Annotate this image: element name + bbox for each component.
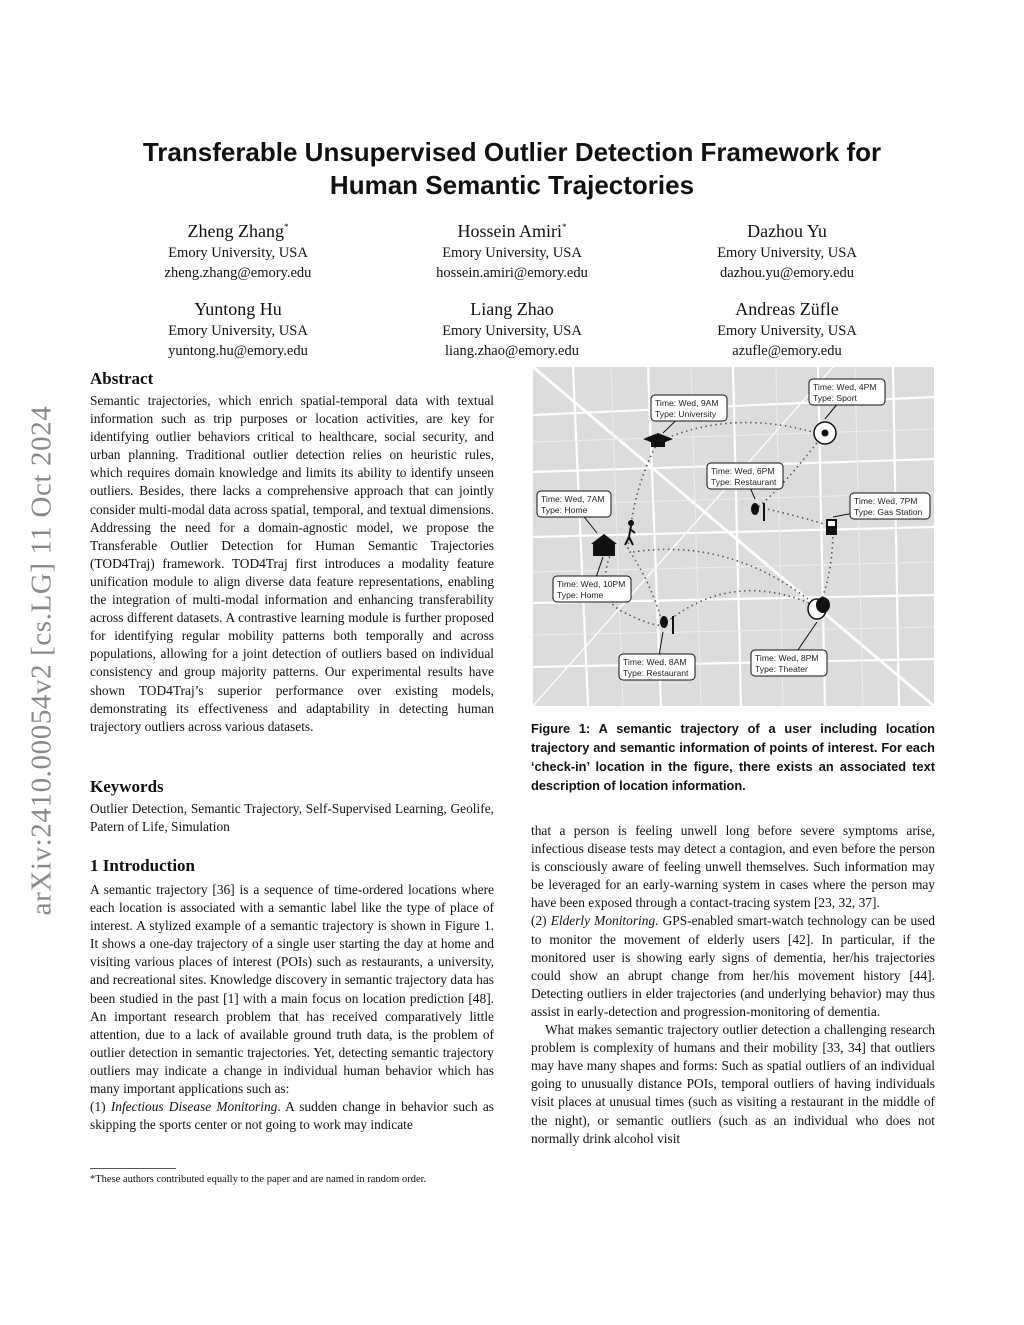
callout-time-label: Time: Wed, 8AM	[623, 657, 687, 667]
author-email[interactable]: azufle@emory.edu	[732, 343, 842, 359]
author-mark: *	[562, 222, 567, 232]
keywords-text: Outlier Detection, Semantic Trajectory, Self-Supervised Learning, Geolife, Patern of Life, Simulation	[90, 801, 494, 835]
author-affiliation: Emory University, USA	[442, 323, 582, 339]
callout-time-label: Time: Wed, 7PM	[854, 496, 918, 506]
callout-type-label: Type: Home	[557, 590, 604, 600]
callout-time-label: Time: Wed, 8PM	[755, 653, 819, 663]
title-line-2: Human Semantic Trajectories	[329, 170, 695, 200]
author-name: Andreas Züfle	[735, 299, 839, 319]
list-item-text: . GPS-enabled smart-watch technology can be used to monitor the movement of elderly users [42]. In particular, if the monitored user is showing early signs of dementia, her/his trajectories could show an abrupt change from her/his movement history [44]. Detecting outliers in elder trajectories (and underlying behavior) may thus assist in early-detection and progression-monitoring of dementia.	[531, 913, 935, 1019]
gas-station-icon	[826, 519, 837, 535]
callout-time-label: Time: Wed, 6PM	[711, 466, 775, 476]
author-affiliation: Emory University, USA	[717, 245, 857, 261]
author-affiliation: Emory University, USA	[442, 245, 582, 261]
callout-type-label: Type: Restaurant	[623, 668, 689, 678]
author-name: Yuntong Hu	[194, 299, 282, 319]
list-number: (2)	[531, 913, 547, 929]
callout-type-label: Type: Gas Station	[854, 507, 923, 517]
intro-right-paragraph: that a person is feeling unwell long before severe symptoms arise, infectious disease tests may detect a contagion, and even before the person is consciously aware of feeling unwell themselves. Such information may be leveraged for an early-warning system in cases where the person may have been exposed through a contact-tracing system [23, 32, 37].	[531, 823, 935, 911]
callout-time-label: Time: Wed, 7AM	[541, 494, 605, 504]
callout-time-label: Time: Wed, 10PM	[557, 579, 626, 589]
introduction-section	[90, 855, 494, 1134]
author-block	[108, 215, 368, 283]
callout-type-label: Type: University	[655, 409, 717, 419]
author-name: Liang Zhao	[470, 299, 554, 319]
abstract-section	[90, 368, 494, 736]
soccer-ball-icon	[814, 422, 836, 444]
callout-type-label: Type: Sport	[813, 393, 857, 403]
callout-type-label: Type: Home	[541, 505, 588, 515]
intro-paragraph-1: A semantic trajectory [36] is a sequence of time-ordered locations where each location is associated with a semantic label like the type of place of interest. A stylized example of a semantic trajectory is shown in Figure 1. It shows a one-day trajectory of a single user starting the day at home and visiting various places of interest (POIs) such as restaurants, a university, and recreational sites. Knowledge discovery in semantic trajectory data has been studied in the past [1] with a main focus on location prediction [48]. An important research problem that has received comparatively little attention, due to a lack of available ground truth data, is the problem of outlier detection in semantic trajectories. Yet, detecting semantic trajectory outliers may indicate a change in individual human behavior which has many important applications such as:	[90, 882, 494, 1097]
author-block	[108, 293, 368, 361]
intro-list-item-1	[90, 1098, 494, 1134]
author-email[interactable]: dazhou.yu@emory.edu	[719, 265, 854, 281]
author-name: Zheng Zhang	[187, 221, 284, 241]
arxiv-id-text: arXiv:2410.00054v2 [cs.LG] 11 Oct 2024	[25, 405, 58, 915]
callout-type-label: Type: Theater	[755, 664, 808, 674]
figure-1-map	[533, 367, 934, 706]
author-email[interactable]: zheng.zhang@emory.edu	[164, 265, 312, 281]
author-name: Hossein Amiri	[457, 221, 562, 241]
list-item-text: . A sudden change in behavior such as skipping the sports center or not going to work may indicate	[90, 1099, 494, 1133]
abstract-text: Semantic trajectories, which enrich spatial-temporal data with textual information such as trip purposes or location activities, are key for identifying outlier behaviors critical to healthcare, social security, and urban planning. Traditional outlier detection relies on heuristic rules, which requires domain knowledge and limits its ability to identify unseen outliers. Besides, there lacks a comprehensive approach that can jointly consider multi-modal data across spatial, temporal, and textual dimensions. Addressing the need for a domain-agnostic model, we propose the Transferable Outlier Detection for Human Semantic Trajectories (TOD4Traj) framework. TOD4Traj first introduces a modality feature unification module to align diverse data feature representations, enabling the integration of multi-modal information and enhancing transferability across different datasets. A contrastive learning module is further proposed for identifying regular mobility patterns both temporally and across populations, allowing for a joint detection of outliers based on individual consistency and group majority patterns. Our experimental results have shown TOD4Traj’s superior performance over existing models, demonstrating its effectiveness and adaptability in detecting human trajectory outliers across various datasets.	[90, 393, 494, 734]
callout-time-label: Time: Wed, 4PM	[813, 382, 877, 392]
author-name: Dazhou Yu	[747, 221, 827, 241]
keywords-section	[90, 776, 494, 836]
author-affiliation: Emory University, USA	[717, 323, 857, 339]
footnote: *These authors contributed equally to the paper and are named in random order.	[90, 1174, 427, 1185]
author-email[interactable]: liang.zhao@emory.edu	[444, 343, 579, 359]
callout-type-label: Type: Restaurant	[711, 477, 777, 487]
abstract-heading: Abstract	[90, 369, 154, 388]
list-item-title: Elderly Monitoring	[550, 913, 656, 929]
introduction-heading: 1 Introduction	[90, 856, 196, 875]
author-email[interactable]: yuntong.hu@emory.edu	[168, 343, 308, 359]
author-mark: *	[283, 222, 289, 232]
right-column-text	[531, 822, 935, 1148]
author-affiliation: Emory University, USA	[168, 323, 308, 339]
author-affiliation: Emory University, USA	[168, 245, 308, 261]
footnote-rule	[90, 1168, 176, 1169]
author-block	[382, 215, 642, 283]
figure-caption: Figure 1: A semantic trajectory of a user including location trajectory and semantic information of points of interest. For each ‘check-in’ location in the figure, there exists an associated text description of location information.	[531, 721, 935, 793]
list-item-title: Infectious Disease Monitoring	[110, 1099, 278, 1115]
author-block	[657, 215, 917, 283]
callout-time-label: Time: Wed, 9AM	[655, 398, 719, 408]
intro-list-item-2	[531, 912, 935, 1021]
paper-title	[90, 136, 934, 202]
author-email[interactable]: hossein.amiri@emory.edu	[436, 265, 588, 281]
arxiv-stamp	[20, 360, 64, 960]
intro-paragraph-3: What makes semantic trajectory outlier detection a challenging research problem is complexity of humans and their mobility [33, 34] that outliers may have many shapes and forms: Such as spatial outliers of an individual going to unusually distance POIs, temporal outliers of having individuals visit places at unusual times (such as visiting a restaurant in the middle of the night), or semantic outliers (such as an individual who does not normally drink alcohol visit	[531, 1022, 935, 1146]
author-block	[382, 293, 642, 361]
title-line-1: Transferable Unsupervised Outlier Detection Framework for	[142, 137, 882, 167]
author-block	[657, 293, 917, 361]
keywords-heading: Keywords	[90, 777, 164, 796]
list-number: (1)	[90, 1099, 106, 1115]
